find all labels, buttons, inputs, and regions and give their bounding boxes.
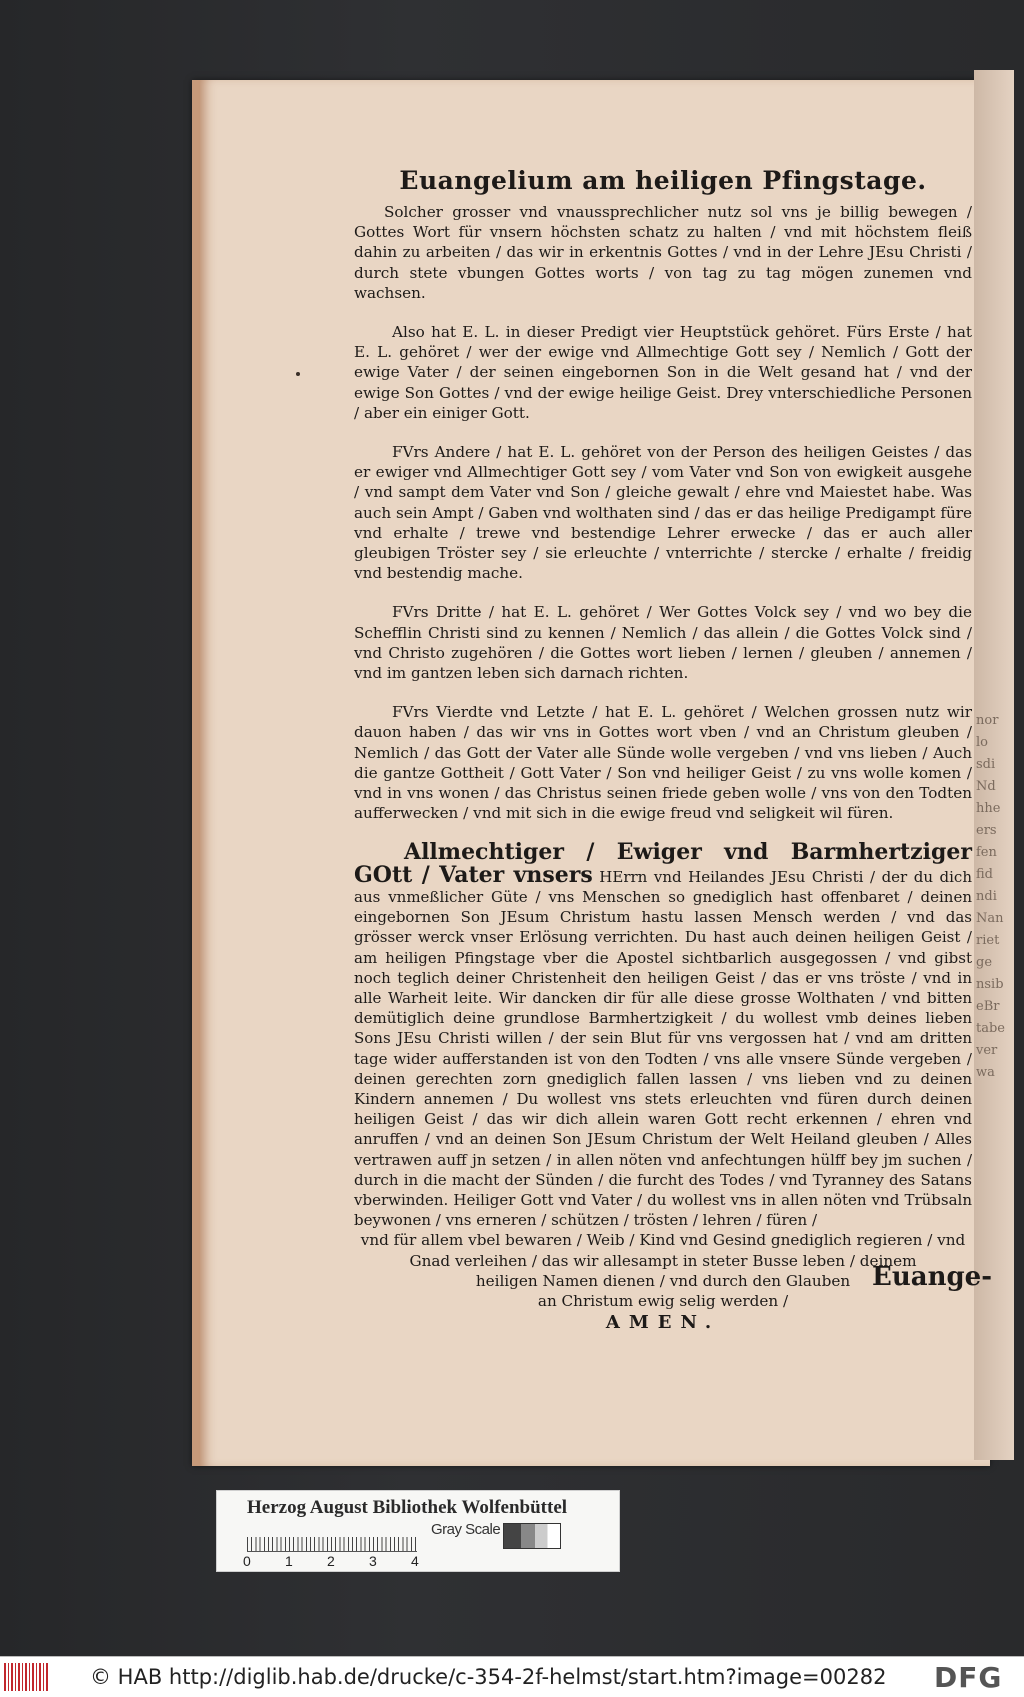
paragraph: FVrs Vierdte vnd Letzte / hat E. L. gehöret / Welchen grossen nutz wir dauon haben / das wir vns in Gottes wort vben / vnd an Christum gleuben / Nemlich / das Gott der Vater alle Sünde wolle vergeben / vnd vns lieben / Auch die gantze Gottheit / Gott Vater / Son vnd heiliger Geist / zu vns wolle komen / vnd in vns wonen / das Christus seinen friede geben wolle / vns von den Todten aufferwecken / vnd mit sich in die ewige freud vnd seligkeit wil füren. — [354, 703, 972, 823]
source-url[interactable]: © HAB http://diglib.hab.de/drucke/c-354-2f-helmst/start.htm?image=00282 — [90, 1665, 887, 1689]
page-title: Euangelium am heiligen Pfingstage. — [399, 166, 927, 195]
ruler-number: 0 — [243, 1553, 251, 1569]
ruler-number: 4 — [411, 1553, 419, 1569]
paragraph: FVrs Dritte / hat E. L. gehöret / Wer Gottes Volck sey / vnd wo bey die Schefflin Christi sind zu kennen / Nemlich / das allein / die Gottes Volck sind / vnd Christo zugehören / die Gottes wort lieben / lernen / gleuben / annemen / vnd im gantzen leben sich darnach richten. — [354, 603, 972, 683]
catchword: Euange- — [872, 1262, 992, 1292]
next-page-edge — [974, 70, 1014, 1460]
gray-scale-label: Gray Scale — [431, 1521, 501, 1538]
footer-bar — [0, 1656, 1024, 1697]
next-page-line: fen — [976, 845, 997, 860]
ruler-number: 2 — [327, 1553, 335, 1569]
next-page-line: nsib — [976, 977, 1004, 992]
paragraph: FVrs Andere / hat E. L. gehöret von der Person des heiligen Geistes / das er ewiger vnd Allmechtiger Gott sey / vom Vater vnd Son von ewigkeit ausgehe / vnd sampt dem Vater vnd Son / gleiche gewalt / ehre vnd Maiestet habe. Was auch sein Ampt / Gaben vnd wolthaten sind / das er das heilige Predigampt füre vnd erhalte / trewe vnd bestendige Lehrer erwecke / das er auch aller gleubigen Tröster sey / sie erleuchte / vnterrichte / stercke / erhalte / freidig vnd bestendig mache. — [354, 443, 972, 583]
margin-dot — [296, 372, 300, 376]
paragraph: Also hat E. L. in dieser Predigt vier Heuptstück gehöret. Fürs Erste / hat E. L. gehöret / wer der ewige vnd Allmechtige Gott sey / Nemlich / Gott der ewige Vater / der seinen eingebornen Son in die Welt gesand hat / vnd der ewige Son Gottes / vnd der ewige heilige Geist. Drey vnterschiedliche Personen / aber ein einiger Gott. — [354, 323, 972, 422]
prayer-taper-line: heiligen Namen dienen / vnd durch den Glauben — [475, 1271, 851, 1290]
prayer-taper-line: an Christum ewig selig werden / — [537, 1291, 789, 1310]
next-page-line: ge — [976, 955, 993, 970]
next-page-line: ers — [976, 823, 997, 838]
next-page-line: eBr — [976, 999, 1000, 1014]
library-name: Herzog August Bibliothek Wolfenbüttel — [247, 1497, 568, 1518]
next-page-line: ndi — [976, 889, 997, 904]
amen: AMEN. — [605, 1312, 721, 1334]
prayer — [354, 839, 972, 1230]
text-block — [354, 166, 972, 1333]
ruler-number: 1 — [285, 1553, 293, 1569]
dfg-logo: DFG — [934, 1661, 1003, 1694]
next-page-line: wa — [976, 1065, 995, 1080]
next-page-line: riet — [976, 933, 1000, 948]
ruler-number: 3 — [369, 1553, 377, 1569]
next-page-line: fid — [976, 867, 993, 882]
next-page-fragments — [976, 710, 1012, 1084]
prayer-taper-line: Gnad verleihen / das wir allesampt in steter Busse leben / deinem — [409, 1251, 917, 1270]
barcode-icon — [4, 1663, 48, 1691]
paragraph: Solcher grosser vnd vnaussprechlicher nutz sol vns je billig bewegen / Gottes Wort für vnsern höchsten schatz zu halten / vnd mit höchstem fleiß dahin zu arbeiten / das wir in erkentnis Gottes / vnd in der Lehre JEsu Christi / durch stete vbungen Gottes worts / von tag zu tag mögen zunemen vnd wachsen. — [354, 203, 972, 302]
next-page-line: ver — [976, 1043, 998, 1058]
next-page-line: hhe — [976, 801, 1001, 816]
prayer-opening: Allmechtiger / Ewiger vnd Barmhertziger GOtt / Vater vnsers — [354, 839, 972, 888]
scale-ruler — [247, 1525, 417, 1552]
next-page-line: nor — [976, 713, 999, 728]
next-page-line: tabe — [976, 1021, 1005, 1036]
next-page-line: Nan — [976, 911, 1004, 926]
next-page-line: lo — [976, 735, 988, 750]
next-page-line: Nd — [976, 779, 996, 794]
prayer-body: HErrn vnd Heilandes JEsu Christi / der du dich aus vnmeßlicher Güte / vns Menschen so gnediglich hast offenbaret / deinen eingebornen Son JEsum Christum hastu lassen Mensch werden / vnd das grösser werck vnser Erlösung verrichten. Du hast auch deinen heiligen Geist / am heiligen Pfingstage vber die Apostel sichtbarlich ausgegossen / vnd gibst noch teglich deiner Christenheit den heiligen Geist / das er vns tröste / vnd in alle Warheit leite. Wir dancken dir für alle diese grosse Wolthaten / vnd bitten demütiglich deine grundlose Barmhertzigkeit / du wollest vmb deines lieben Sons JEsu Christi willen / der sein Blut für vns vergossen hat / vnd am dritten tage wider aufferstanden ist von den Todten / vns alle vnsere Sünde vergeben / deinen gerechten zorn gnediglich fallen lassen / vns lieben vnd zu deinen Kindern annemen / Du wollest vns stets erleuchten vnd füren durch deinen heiligen Geist / das wir dich allein waren Gott recht erkennen / ehren vnd anruffen / vnd an deinen Son JEsum Christum der Welt Heiland gleuben / Alles vertrawen auff jn setzen / in allen nöten vnd anfechtungen hülff bey jm suchen / durch in die macht der Sünden / die furcht des Todes / vnd Tyranney des Satans vberwinden. Heiliger Gott vnd Vater / du wollest vns in allen nöten vnd Trübsaln beywonen / vns erneren / schützen / trösten / lehren / füren / — [354, 867, 972, 1230]
library-color-card — [216, 1490, 620, 1572]
gray-scale-swatch — [503, 1523, 561, 1549]
prayer-taper-line: vnd für allem vbel bewaren / Weib / Kind vnd Gesind gnediglich regieren / vnd — [360, 1231, 966, 1250]
next-page-line: sdi — [976, 757, 996, 772]
